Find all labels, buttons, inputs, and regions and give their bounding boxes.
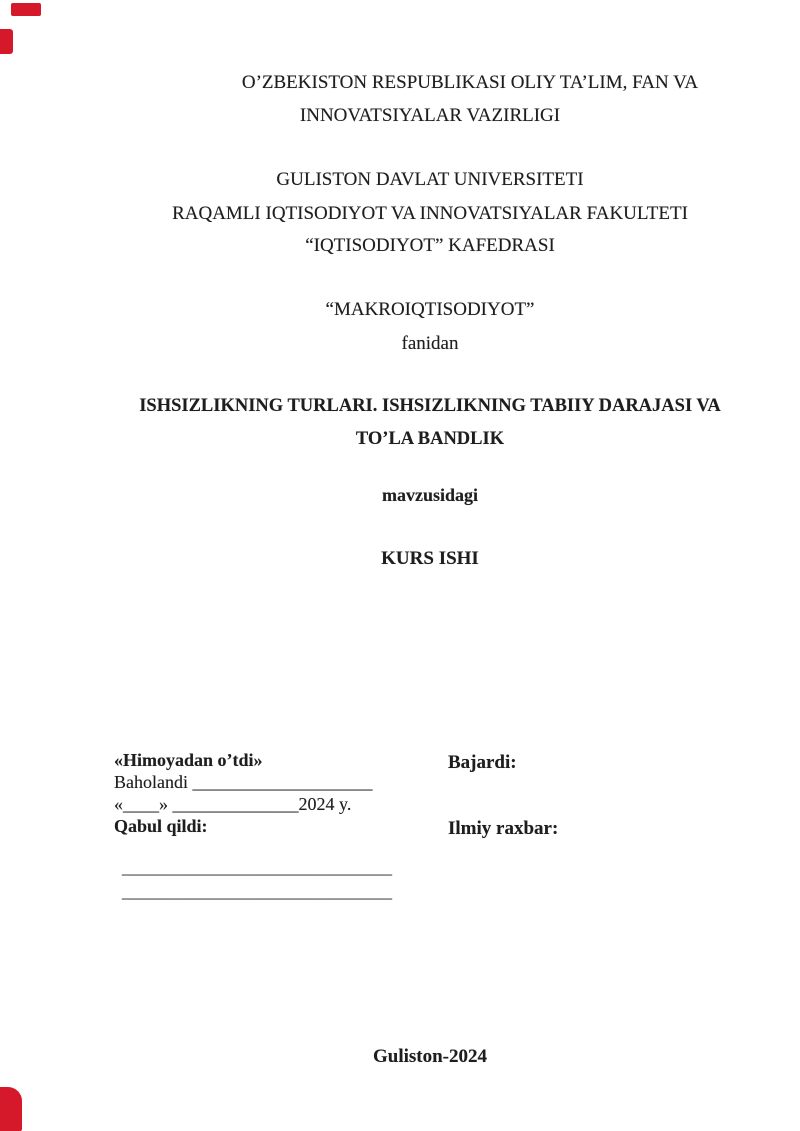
ministry-name-line1: O’ZBEKISTON RESPUBLIKASI OLIY TA’LIM, FAN VA: [241, 72, 699, 93]
date-blank-line: «____» ______________2024 y.: [114, 794, 352, 814]
subject-name: “MAKROIQTISODIYOT”: [325, 299, 535, 320]
university-name: GULISTON DAVLAT UNIVERSITETI: [276, 169, 584, 190]
signature-blank-line-2: ______________________________: [122, 881, 392, 901]
grade-blank-line: Baholandi ____________________: [114, 772, 373, 792]
coursework-title-line1: ISHSIZLIKNING TURLARI. ISHSIZLIKNING TABIIY DARAJASI VA: [139, 396, 721, 416]
performer-label: Bajardi:: [448, 752, 517, 773]
faculty-name: RAQAMLI IQTISODIYOT VA INNOVATSIYALAR FAKULTETI: [172, 203, 688, 224]
accepted-by-label: Qabul qildi:: [114, 816, 208, 836]
defense-heading: «Himoyadan o’tdi»: [114, 750, 263, 770]
theme-suffix: mavzusidagi: [381, 485, 478, 505]
department-name: “IQTISODIYOT” KAFEDRASI: [305, 235, 555, 256]
work-type: KURS ISHI: [381, 548, 479, 569]
subject-suffix: fanidan: [401, 333, 459, 354]
supervisor-label: Ilmiy raxbar:: [448, 818, 559, 839]
signature-blank-line-1: ______________________________: [122, 857, 392, 877]
red-scan-mark-bottom-left: [0, 1087, 22, 1131]
red-scan-mark-left-edge: [0, 29, 13, 54]
city-year: Guliston-2024: [372, 1046, 488, 1067]
red-scan-mark-top-left: [11, 3, 41, 16]
coursework-title-line2: TO’LA BANDLIK: [355, 429, 505, 449]
ministry-name-line2: INNOVATSIYALAR VAZIRLIGI: [299, 105, 561, 126]
